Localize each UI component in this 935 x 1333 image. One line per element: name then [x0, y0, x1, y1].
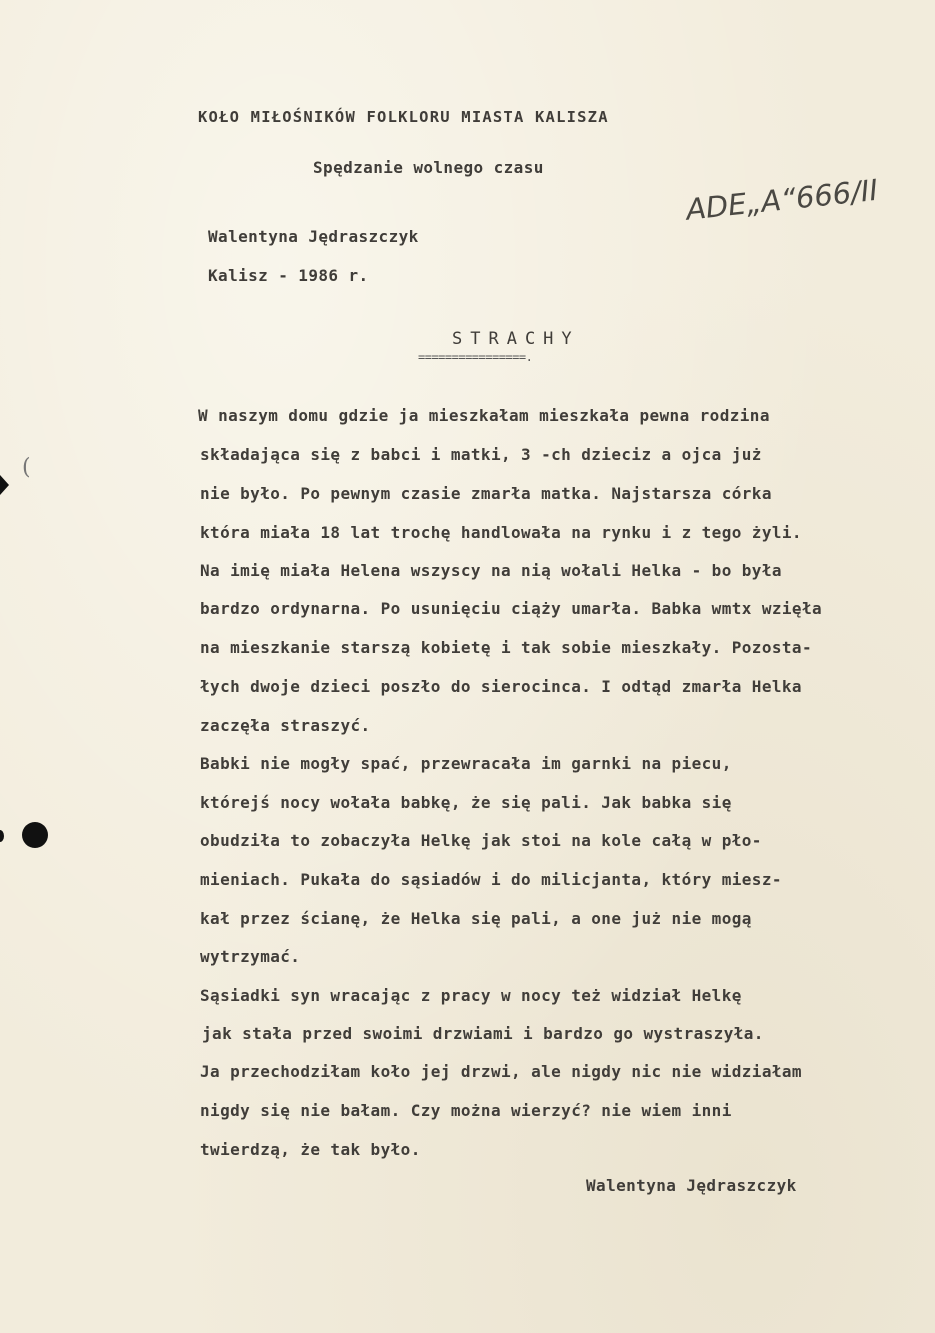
body-line: W naszym domu gdzie ja mieszkałam mieszkała pewna rodzina [198, 406, 770, 425]
body-line: zaczęła straszyć. [200, 716, 371, 735]
body-line: mieniach. Pukała do sąsiadów i do milicjanta, który miesz- [200, 870, 782, 889]
signature: Walentyna Jędraszczyk [586, 1176, 797, 1195]
body-line: nie było. Po pewnym czasie zmarła matka. Najstarsza córka [200, 484, 772, 503]
punch-hole [22, 822, 48, 848]
author-name: Walentyna Jędraszczyk [208, 227, 419, 246]
body-line: na mieszkanie starszą kobietę i tak sobie mieszkały. Pozosta- [200, 638, 813, 657]
story-title: STRACHY [452, 329, 580, 349]
document-subtitle: Spędzanie wolnego czasu [313, 158, 544, 177]
edge-mark [0, 475, 9, 495]
body-line: bardzo ordynarna. Po usunięciu ciąży umarła. Babka wmtx wzięła [200, 599, 823, 618]
body-line: wytrzymać. [200, 947, 301, 966]
body-line: Babki nie mogły spać, przewracała im garnki na piecu, [200, 754, 732, 773]
body-line: nigdy się nie bałam. Czy można wierzyć? nie wiem inni [200, 1101, 732, 1120]
body-line: twierdzą, że tak było. [200, 1140, 421, 1159]
body-line: jak stała przed swoimi drzwiami i bardzo go wystraszyła. [202, 1024, 764, 1043]
body-line: Sąsiadki syn wracając z pracy w nocy też widział Helkę [200, 986, 742, 1005]
body-line: Ja przechodziłam koło jej drzwi, ale nigdy nic nie widziałam [200, 1062, 802, 1081]
body-line: która miała 18 lat trochę handlowała na rynku i z tego żyli. [200, 523, 802, 542]
handwritten-archive-reference: ADE„A“666/II [684, 172, 880, 227]
title-underline: ================. [418, 350, 533, 364]
body-line: którejś nocy wołała babkę, że się pali. Jak babka się [200, 793, 732, 812]
punch-hole-edge [0, 830, 4, 842]
edge-paren-mark: ( [22, 455, 31, 480]
organization-header: KOŁO MIŁOŚNIKÓW FOLKLORU MIASTA KALISZA [198, 108, 609, 126]
body-line: składająca się z babci i matki, 3 -ch dzieciz a ojca już [200, 445, 762, 464]
body-line: Na imię miała Helena wszyscy na nią wołali Helka - bo była [200, 561, 782, 580]
body-line: kał przez ścianę, że Helka się pali, a one już nie mogą [200, 909, 752, 928]
place-and-date: Kalisz - 1986 r. [208, 266, 369, 285]
body-line: obudziła to zobaczyła Helkę jak stoi na kole całą w pło- [200, 831, 762, 850]
body-line: łych dwoje dzieci poszło do sierocinca. I odtąd zmarła Helka [200, 677, 802, 696]
